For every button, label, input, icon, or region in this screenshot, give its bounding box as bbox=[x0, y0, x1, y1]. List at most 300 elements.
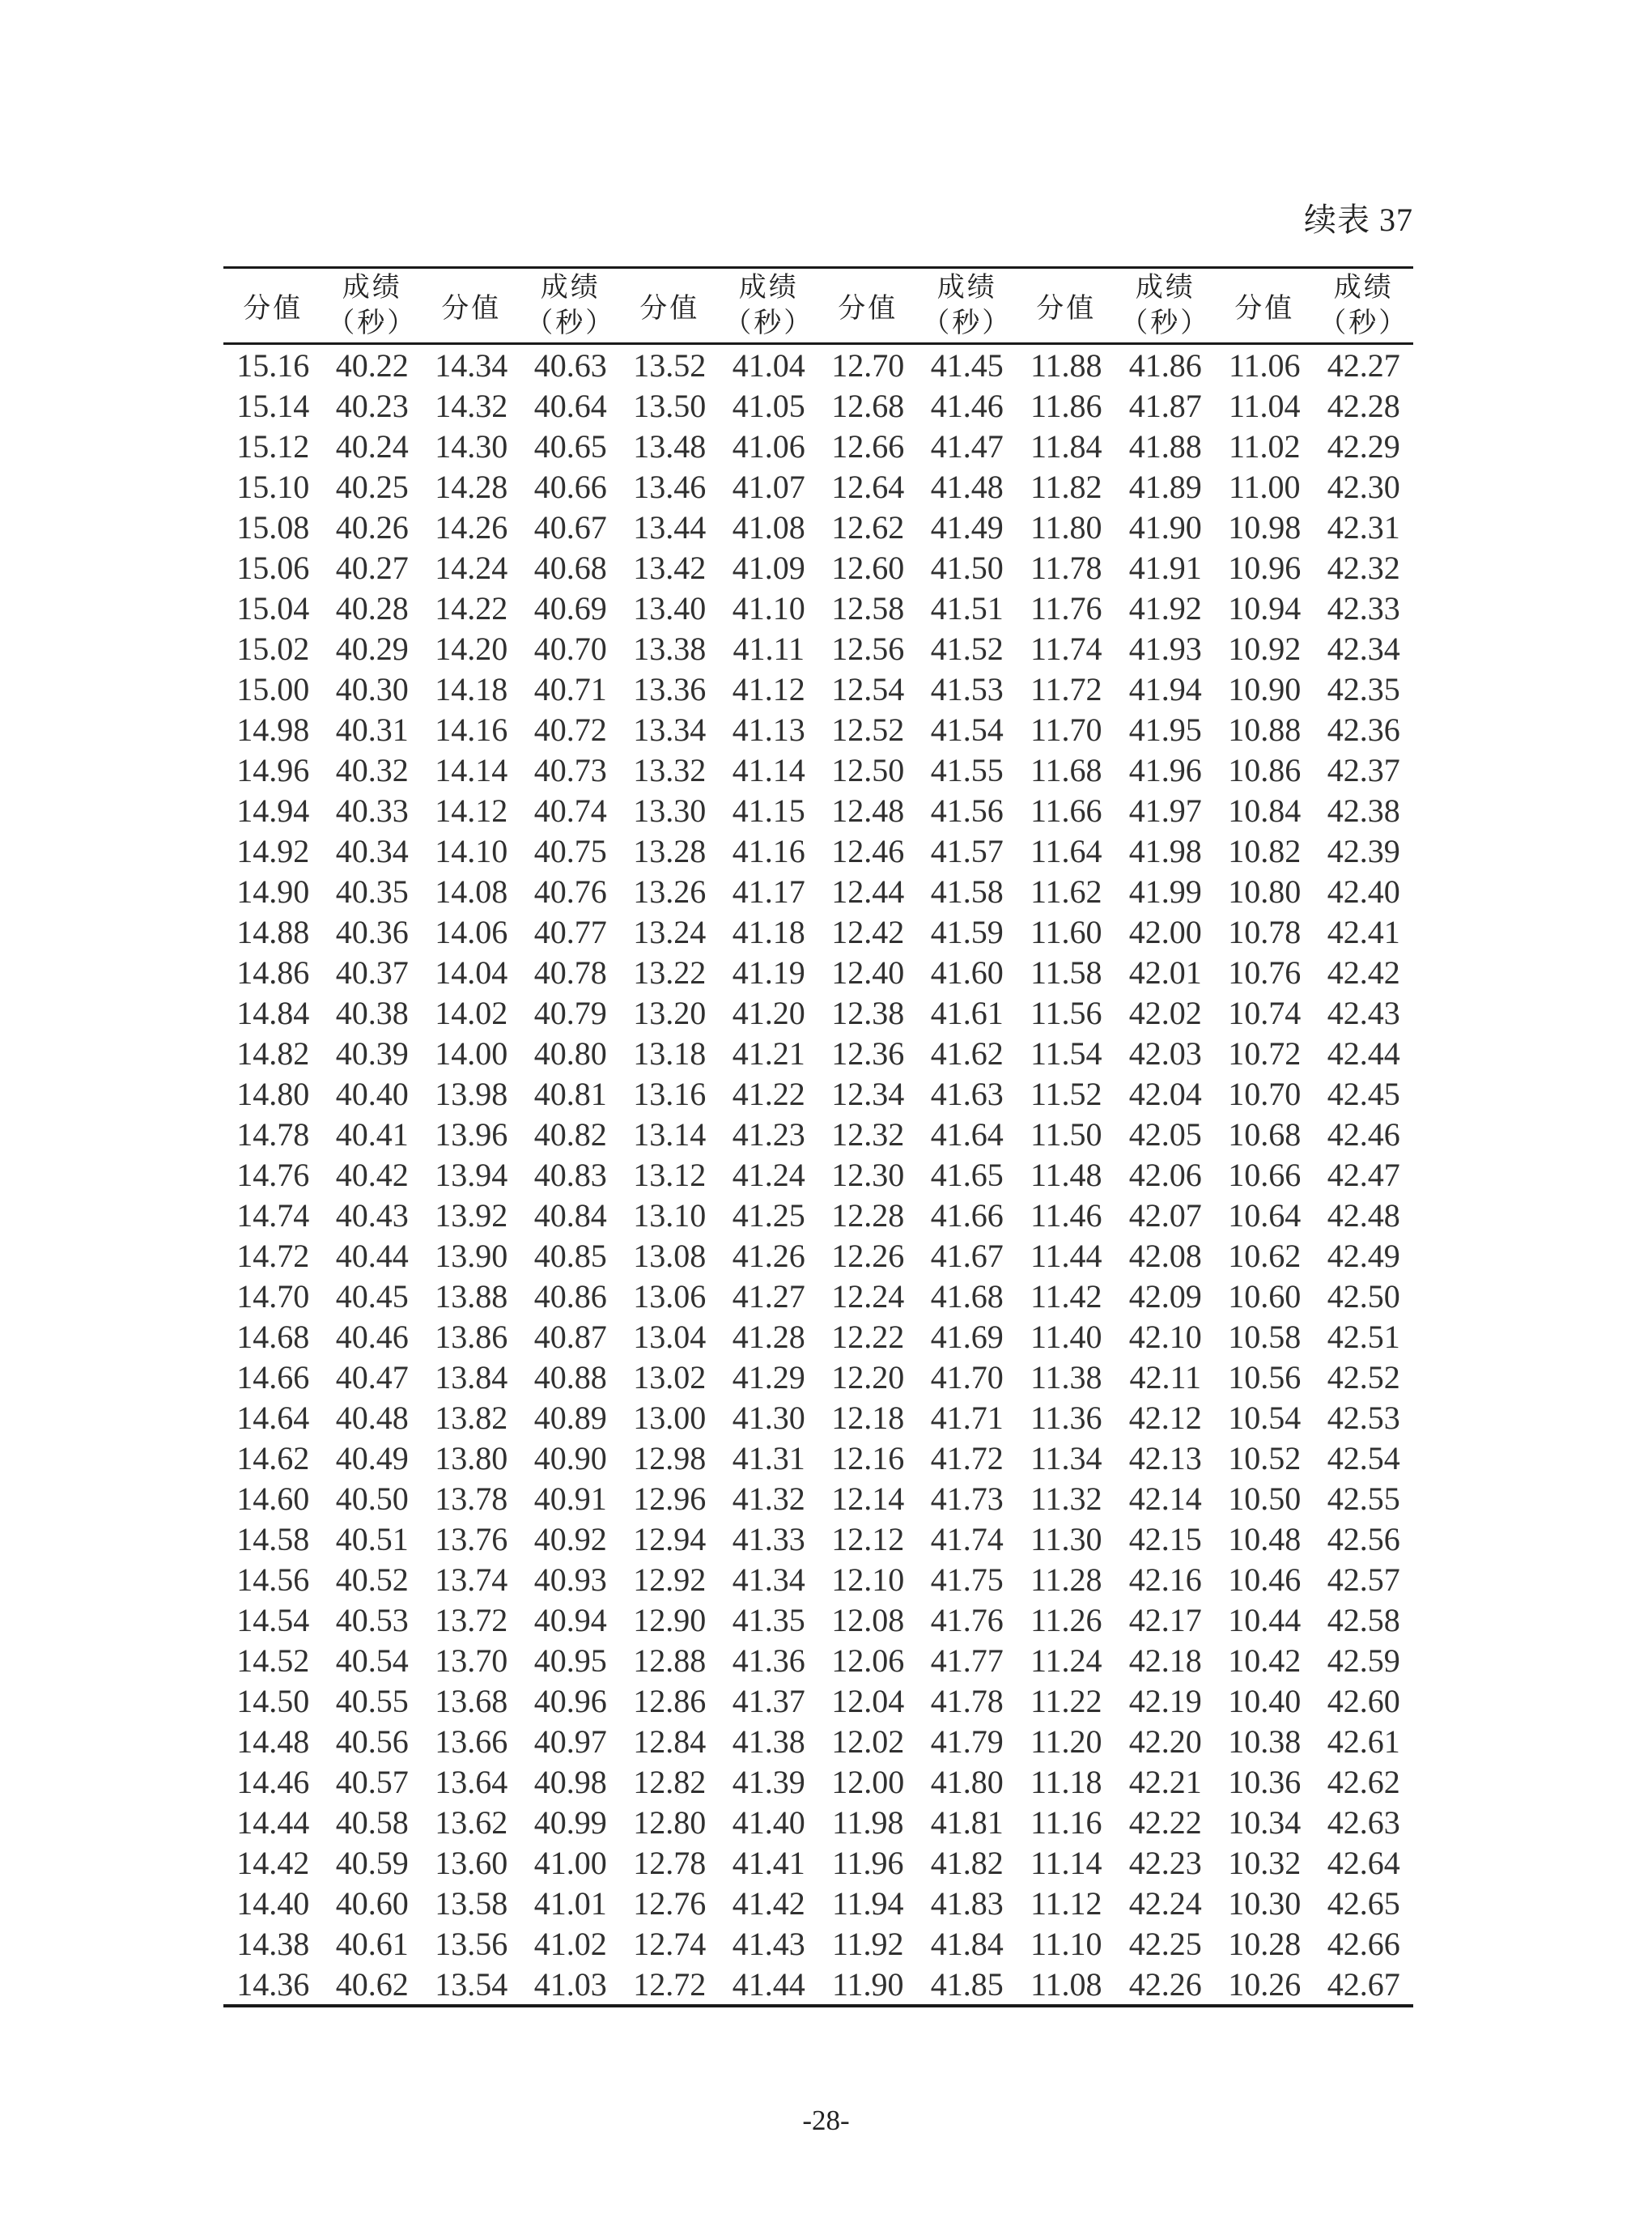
table-cell: 40.33 bbox=[335, 792, 409, 829]
table-cell: 12.28 bbox=[831, 1196, 905, 1234]
table-cell: 13.68 bbox=[435, 1682, 508, 1719]
table-cell: 41.78 bbox=[930, 1682, 1004, 1719]
table-cell: 10.42 bbox=[1228, 1642, 1302, 1679]
table-cell: 10.68 bbox=[1228, 1115, 1302, 1153]
table-cell: 40.86 bbox=[533, 1277, 607, 1315]
table-cell: 10.70 bbox=[1228, 1075, 1302, 1112]
table-cell: 41.54 bbox=[930, 711, 1004, 748]
table-cell: 41.40 bbox=[732, 1803, 805, 1841]
table-cell: 11.04 bbox=[1228, 387, 1301, 424]
table-cell: 14.02 bbox=[435, 994, 508, 1031]
table-cell: 40.97 bbox=[533, 1723, 607, 1760]
table-cell: 41.13 bbox=[732, 711, 805, 748]
table-cell: 41.85 bbox=[930, 1965, 1004, 2003]
table-row bbox=[223, 344, 1413, 386]
table-cell: 41.70 bbox=[930, 1358, 1004, 1395]
table-cell: 12.36 bbox=[831, 1034, 905, 1072]
table-cell: 40.42 bbox=[335, 1156, 409, 1193]
table-cell: 12.40 bbox=[831, 954, 905, 991]
column-header-score: 分值 bbox=[223, 268, 323, 344]
table-cell: 40.93 bbox=[533, 1561, 607, 1598]
column-header-score: 分值 bbox=[620, 268, 720, 344]
table-cell: 14.36 bbox=[236, 1965, 310, 2003]
table-cell: 14.88 bbox=[236, 913, 310, 950]
table-cell: 12.84 bbox=[633, 1723, 707, 1760]
table-cell: 14.40 bbox=[236, 1884, 310, 1922]
table-body bbox=[223, 344, 1413, 2007]
table-cell: 13.14 bbox=[633, 1115, 707, 1153]
table-cell: 12.46 bbox=[831, 832, 905, 869]
table-cell: 15.14 bbox=[236, 387, 310, 424]
table-cell: 41.03 bbox=[533, 1965, 607, 2003]
table-row bbox=[223, 426, 1413, 466]
table-row bbox=[223, 1964, 1413, 2006]
table-cell: 14.42 bbox=[236, 1844, 310, 1881]
result-unit: （秒） bbox=[1319, 308, 1409, 338]
table-cell: 14.12 bbox=[435, 792, 508, 829]
table-cell: 40.49 bbox=[335, 1439, 409, 1476]
table-cell: 12.68 bbox=[831, 387, 905, 424]
table-cell: 14.54 bbox=[236, 1601, 310, 1638]
table-cell: 42.59 bbox=[1327, 1642, 1400, 1679]
table-cell: 14.52 bbox=[236, 1642, 310, 1679]
table-row bbox=[223, 1316, 1413, 1357]
table-cell: 13.50 bbox=[633, 387, 707, 424]
table-cell: 15.16 bbox=[236, 346, 310, 384]
table-cell: 11.90 bbox=[831, 1965, 904, 2003]
table-cell: 40.82 bbox=[533, 1115, 607, 1153]
table-cell: 12.64 bbox=[831, 468, 905, 505]
table-cell: 41.43 bbox=[732, 1925, 805, 1962]
table-cell: 41.18 bbox=[732, 913, 805, 950]
table-cell: 40.68 bbox=[533, 549, 607, 586]
score-conversion-table bbox=[223, 266, 1413, 2007]
table-cell: 40.57 bbox=[335, 1763, 409, 1800]
table-cell: 41.82 bbox=[930, 1844, 1004, 1881]
table-cell: 12.96 bbox=[633, 1480, 707, 1517]
table-cell: 41.04 bbox=[732, 346, 805, 384]
table-cell: 13.40 bbox=[633, 589, 707, 627]
table-cell: 41.25 bbox=[732, 1196, 805, 1234]
table-cell: 10.72 bbox=[1228, 1034, 1302, 1072]
table-row bbox=[223, 1235, 1413, 1276]
table-cell: 42.34 bbox=[1327, 630, 1400, 667]
table-cell: 40.41 bbox=[335, 1115, 409, 1153]
table-cell: 10.58 bbox=[1228, 1318, 1302, 1355]
table-cell: 42.55 bbox=[1327, 1480, 1400, 1517]
table-cell: 40.26 bbox=[335, 508, 409, 546]
table-cell: 10.28 bbox=[1228, 1925, 1302, 1962]
table-cell: 40.95 bbox=[533, 1642, 607, 1679]
table-cell: 40.75 bbox=[533, 832, 607, 869]
table-cell: 42.18 bbox=[1128, 1642, 1202, 1679]
table-cell: 41.41 bbox=[732, 1844, 805, 1881]
table-cell: 41.08 bbox=[732, 508, 805, 546]
table-cell: 11.44 bbox=[1030, 1237, 1102, 1274]
table-cell: 41.87 bbox=[1128, 387, 1202, 424]
table-cell: 12.52 bbox=[831, 711, 905, 748]
table-cell: 14.18 bbox=[435, 670, 508, 707]
table-cell: 10.52 bbox=[1228, 1439, 1302, 1476]
table-cell: 11.24 bbox=[1030, 1642, 1102, 1679]
table-cell: 40.77 bbox=[533, 913, 607, 950]
table-cell: 14.44 bbox=[236, 1803, 310, 1841]
table-cell: 14.34 bbox=[435, 346, 508, 384]
table-cell: 42.40 bbox=[1327, 873, 1400, 910]
table-cell: 42.21 bbox=[1128, 1763, 1202, 1800]
table-cell: 42.39 bbox=[1327, 832, 1400, 869]
table-cell: 12.80 bbox=[633, 1803, 707, 1841]
table-cell: 41.12 bbox=[732, 670, 805, 707]
table-cell: 15.10 bbox=[236, 468, 310, 505]
table-cell: 42.41 bbox=[1327, 913, 1400, 950]
table-cell: 10.66 bbox=[1228, 1156, 1302, 1193]
table-cell: 15.02 bbox=[236, 630, 310, 667]
table-cell: 42.07 bbox=[1128, 1196, 1202, 1234]
table-cell: 41.47 bbox=[930, 427, 1004, 465]
table-cell: 41.23 bbox=[732, 1115, 805, 1153]
table-row bbox=[223, 547, 1413, 588]
table-cell: 10.76 bbox=[1228, 954, 1302, 991]
table-cell: 11.00 bbox=[1228, 468, 1301, 505]
table-cell: 13.48 bbox=[633, 427, 707, 465]
table-cell: 13.66 bbox=[435, 1723, 508, 1760]
table-cell: 40.61 bbox=[335, 1925, 409, 1962]
table-cell: 10.94 bbox=[1228, 589, 1302, 627]
table-row bbox=[223, 588, 1413, 628]
table-cell: 41.06 bbox=[732, 427, 805, 465]
table-cell: 12.50 bbox=[831, 751, 905, 788]
table-row bbox=[223, 1397, 1413, 1438]
table-cell: 14.20 bbox=[435, 630, 508, 667]
table-cell: 40.85 bbox=[533, 1237, 607, 1274]
table-cell: 13.92 bbox=[435, 1196, 508, 1234]
table-cell: 13.32 bbox=[633, 751, 707, 788]
table-row bbox=[223, 831, 1413, 871]
table-cell: 11.16 bbox=[1030, 1803, 1102, 1841]
table-cell: 14.08 bbox=[435, 873, 508, 910]
table-cell: 40.36 bbox=[335, 913, 409, 950]
table-cell: 10.80 bbox=[1228, 873, 1302, 910]
table-cell: 12.10 bbox=[831, 1561, 905, 1598]
table-cell: 14.60 bbox=[236, 1480, 310, 1517]
table-cell: 41.88 bbox=[1128, 427, 1202, 465]
table-cell: 11.78 bbox=[1030, 549, 1102, 586]
table-cell: 10.38 bbox=[1228, 1723, 1302, 1760]
table-cell: 41.94 bbox=[1128, 670, 1202, 707]
table-cell: 41.20 bbox=[732, 994, 805, 1031]
table-cell: 10.30 bbox=[1228, 1884, 1302, 1922]
table-cell: 42.28 bbox=[1327, 387, 1400, 424]
table-cell: 41.93 bbox=[1128, 630, 1202, 667]
table-cell: 10.46 bbox=[1228, 1561, 1302, 1598]
table-cell: 42.33 bbox=[1327, 589, 1400, 627]
table-row bbox=[223, 1559, 1413, 1599]
table-row bbox=[223, 466, 1413, 507]
table-cell: 11.76 bbox=[1030, 589, 1102, 627]
table-cell: 41.53 bbox=[930, 670, 1004, 707]
continued-table-label: 续表 37 bbox=[1304, 202, 1413, 238]
table-cell: 13.04 bbox=[633, 1318, 707, 1355]
table-cell: 15.08 bbox=[236, 508, 310, 546]
table-cell: 13.20 bbox=[633, 994, 707, 1031]
table-cell: 40.63 bbox=[533, 346, 607, 384]
table-cell: 41.52 bbox=[930, 630, 1004, 667]
table-cell: 14.86 bbox=[236, 954, 310, 991]
table-cell: 40.55 bbox=[335, 1682, 409, 1719]
table-cell: 10.40 bbox=[1228, 1682, 1302, 1719]
table-row bbox=[223, 1883, 1413, 1923]
table-cell: 12.32 bbox=[831, 1115, 905, 1153]
table-row bbox=[223, 750, 1413, 790]
table-cell: 13.72 bbox=[435, 1601, 508, 1638]
table-cell: 14.72 bbox=[236, 1237, 310, 1274]
table-cell: 42.44 bbox=[1327, 1034, 1400, 1072]
table-cell: 41.62 bbox=[930, 1034, 1004, 1072]
table-cell: 11.50 bbox=[1030, 1115, 1102, 1153]
table-cell: 41.16 bbox=[732, 832, 805, 869]
table-cell: 41.11 bbox=[733, 630, 805, 667]
table-cell: 41.22 bbox=[732, 1075, 805, 1112]
table-row bbox=[223, 628, 1413, 669]
table-cell: 40.83 bbox=[533, 1156, 607, 1193]
table-cell: 11.40 bbox=[1030, 1318, 1102, 1355]
table-cell: 42.32 bbox=[1327, 549, 1400, 586]
table-cell: 41.97 bbox=[1128, 792, 1202, 829]
table-cell: 10.82 bbox=[1228, 832, 1302, 869]
table-cell: 41.98 bbox=[1128, 832, 1202, 869]
table-cell: 42.23 bbox=[1128, 1844, 1202, 1881]
table-cell: 14.38 bbox=[236, 1925, 310, 1962]
table-cell: 40.90 bbox=[533, 1439, 607, 1476]
table-cell: 41.24 bbox=[732, 1156, 805, 1193]
table-cell: 41.58 bbox=[930, 873, 1004, 910]
table-cell: 41.36 bbox=[732, 1642, 805, 1679]
table-cell: 11.80 bbox=[1030, 508, 1102, 546]
table-cell: 14.92 bbox=[236, 832, 310, 869]
table-cell: 12.44 bbox=[831, 873, 905, 910]
table-cell: 10.54 bbox=[1228, 1399, 1302, 1436]
table-cell: 42.00 bbox=[1128, 913, 1202, 950]
table-cell: 42.60 bbox=[1327, 1682, 1400, 1719]
table-cell: 42.04 bbox=[1128, 1075, 1202, 1112]
table-cell: 40.69 bbox=[533, 589, 607, 627]
table-cell: 12.42 bbox=[831, 913, 905, 950]
table-cell: 10.60 bbox=[1228, 1277, 1302, 1315]
table-cell: 41.48 bbox=[930, 468, 1004, 505]
table-cell: 41.29 bbox=[732, 1358, 805, 1395]
table-cell: 11.94 bbox=[831, 1884, 904, 1922]
table-cell: 14.62 bbox=[236, 1439, 310, 1476]
table-cell: 41.68 bbox=[930, 1277, 1004, 1315]
table-cell: 12.94 bbox=[633, 1520, 707, 1557]
table-cell: 42.47 bbox=[1327, 1156, 1400, 1193]
table-cell: 42.45 bbox=[1327, 1075, 1400, 1112]
result-unit: （秒） bbox=[724, 308, 814, 338]
table-cell: 40.37 bbox=[335, 954, 409, 991]
table-cell: 41.73 bbox=[930, 1480, 1004, 1517]
table-cell: 13.54 bbox=[435, 1965, 508, 2003]
table-cell: 13.96 bbox=[435, 1115, 508, 1153]
table-cell: 14.76 bbox=[236, 1156, 310, 1193]
table-cell: 10.86 bbox=[1228, 751, 1302, 788]
table-cell: 10.74 bbox=[1228, 994, 1302, 1031]
table-cell: 13.56 bbox=[435, 1925, 508, 1962]
table-cell: 14.94 bbox=[236, 792, 310, 829]
table-cell: 12.56 bbox=[831, 630, 905, 667]
table-row bbox=[223, 1721, 1413, 1761]
table-cell: 42.06 bbox=[1128, 1156, 1202, 1193]
table-cell: 14.10 bbox=[435, 832, 508, 869]
table-cell: 42.63 bbox=[1327, 1803, 1400, 1841]
table-cell: 42.67 bbox=[1327, 1965, 1400, 2003]
table-cell: 40.51 bbox=[335, 1520, 409, 1557]
table-row bbox=[223, 1114, 1413, 1154]
table-cell: 12.70 bbox=[831, 346, 905, 384]
table-cell: 42.08 bbox=[1128, 1237, 1202, 1274]
column-header-result bbox=[521, 268, 621, 344]
table-cell: 14.58 bbox=[236, 1520, 310, 1557]
table-cell: 12.62 bbox=[831, 508, 905, 546]
table-cell: 11.72 bbox=[1030, 670, 1102, 707]
table-cell: 13.98 bbox=[435, 1075, 508, 1112]
table-cell: 12.00 bbox=[831, 1763, 905, 1800]
result-label: 成绩 bbox=[1135, 272, 1195, 303]
table-cell: 13.18 bbox=[633, 1034, 707, 1072]
table-cell: 42.64 bbox=[1327, 1844, 1400, 1881]
table-cell: 42.31 bbox=[1327, 508, 1400, 546]
table-cell: 13.52 bbox=[633, 346, 707, 384]
table-cell: 42.02 bbox=[1128, 994, 1202, 1031]
table-cell: 14.98 bbox=[236, 711, 310, 748]
table-cell: 11.66 bbox=[1030, 792, 1102, 829]
table-cell: 40.46 bbox=[335, 1318, 409, 1355]
table-cell: 11.46 bbox=[1030, 1196, 1102, 1234]
table-cell: 41.65 bbox=[930, 1156, 1004, 1193]
table-cell: 11.70 bbox=[1030, 711, 1102, 748]
table-cell: 40.48 bbox=[335, 1399, 409, 1436]
table-cell: 40.29 bbox=[335, 630, 409, 667]
table-cell: 42.43 bbox=[1327, 994, 1400, 1031]
table-row bbox=[223, 1438, 1413, 1478]
table-cell: 42.56 bbox=[1327, 1520, 1400, 1557]
table-cell: 42.37 bbox=[1327, 751, 1400, 788]
table-cell: 12.78 bbox=[633, 1844, 707, 1881]
table-cell: 41.61 bbox=[930, 994, 1004, 1031]
table-cell: 12.16 bbox=[831, 1439, 905, 1476]
table-cell: 42.30 bbox=[1327, 468, 1400, 505]
table-cell: 12.38 bbox=[831, 994, 905, 1031]
table-cell: 40.73 bbox=[533, 751, 607, 788]
table-cell: 13.12 bbox=[633, 1156, 707, 1193]
table-cell: 14.64 bbox=[236, 1399, 310, 1436]
table-cell: 41.90 bbox=[1128, 508, 1202, 546]
table-cell: 41.49 bbox=[930, 508, 1004, 546]
table-cell: 11.60 bbox=[1030, 913, 1102, 950]
table-cell: 11.02 bbox=[1228, 427, 1301, 465]
table-cell: 14.14 bbox=[435, 751, 508, 788]
table-cell: 13.94 bbox=[435, 1156, 508, 1193]
table-cell: 12.30 bbox=[831, 1156, 905, 1193]
table-cell: 41.30 bbox=[732, 1399, 805, 1436]
table-cell: 14.82 bbox=[236, 1034, 310, 1072]
table-cell: 12.86 bbox=[633, 1682, 707, 1719]
table-row bbox=[223, 871, 1413, 911]
table-cell: 41.17 bbox=[732, 873, 805, 910]
table-cell: 11.52 bbox=[1030, 1075, 1102, 1112]
table-cell: 42.29 bbox=[1327, 427, 1400, 465]
table-cell: 14.90 bbox=[236, 873, 310, 910]
table-cell: 14.16 bbox=[435, 711, 508, 748]
table-cell: 41.19 bbox=[732, 954, 805, 991]
table-cell: 10.62 bbox=[1228, 1237, 1302, 1274]
table-cell: 10.84 bbox=[1228, 792, 1302, 829]
table-cell: 41.21 bbox=[732, 1034, 805, 1072]
table-cell: 40.34 bbox=[335, 832, 409, 869]
table-row bbox=[223, 1923, 1413, 1964]
table-cell: 13.16 bbox=[633, 1075, 707, 1112]
table-cell: 41.81 bbox=[930, 1803, 1004, 1841]
table-cell: 12.04 bbox=[831, 1682, 905, 1719]
table-cell: 40.24 bbox=[335, 427, 409, 465]
table-cell: 10.88 bbox=[1228, 711, 1302, 748]
page-number: -28- bbox=[802, 2105, 850, 2136]
table-row bbox=[223, 709, 1413, 750]
table-cell: 12.58 bbox=[831, 589, 905, 627]
table-cell: 13.24 bbox=[633, 913, 707, 950]
table-row bbox=[223, 1802, 1413, 1842]
table-cell: 42.12 bbox=[1128, 1399, 1202, 1436]
table-cell: 14.32 bbox=[435, 387, 508, 424]
table-cell: 13.70 bbox=[435, 1642, 508, 1679]
table-cell: 41.31 bbox=[732, 1439, 805, 1476]
table-cell: 40.76 bbox=[533, 873, 607, 910]
table-cell: 42.10 bbox=[1128, 1318, 1202, 1355]
table-cell: 14.22 bbox=[435, 589, 508, 627]
table-cell: 40.54 bbox=[335, 1642, 409, 1679]
table-cell: 14.24 bbox=[435, 549, 508, 586]
table-row bbox=[223, 1680, 1413, 1721]
table-cell: 41.71 bbox=[930, 1399, 1004, 1436]
table-cell: 40.94 bbox=[533, 1601, 607, 1638]
table-cell: 14.04 bbox=[435, 954, 508, 991]
table-cell: 42.17 bbox=[1128, 1601, 1202, 1638]
table-cell: 42.49 bbox=[1327, 1237, 1400, 1274]
table-cell: 11.08 bbox=[1030, 1965, 1102, 2003]
table-cell: 40.25 bbox=[335, 468, 409, 505]
column-header-score: 分值 bbox=[422, 268, 521, 344]
table-cell: 41.02 bbox=[533, 1925, 607, 1962]
table-header-row bbox=[223, 268, 1413, 344]
table-cell: 11.98 bbox=[831, 1803, 904, 1841]
table-cell: 42.03 bbox=[1128, 1034, 1202, 1072]
table-cell: 13.64 bbox=[435, 1763, 508, 1800]
table-cell: 12.90 bbox=[633, 1601, 707, 1638]
table-cell: 41.79 bbox=[930, 1723, 1004, 1760]
table-cell: 42.20 bbox=[1128, 1723, 1202, 1760]
table-cell: 42.46 bbox=[1327, 1115, 1400, 1153]
column-header-result bbox=[323, 268, 423, 344]
column-header-score: 分值 bbox=[818, 268, 918, 344]
table-cell: 13.34 bbox=[633, 711, 707, 748]
table-cell: 42.53 bbox=[1327, 1399, 1400, 1436]
table-cell: 40.58 bbox=[335, 1803, 409, 1841]
table-row bbox=[223, 1276, 1413, 1316]
table-cell: 40.81 bbox=[533, 1075, 607, 1112]
table-row bbox=[223, 1154, 1413, 1195]
column-header-score: 分值 bbox=[1017, 268, 1116, 344]
table-cell: 42.27 bbox=[1327, 346, 1400, 384]
